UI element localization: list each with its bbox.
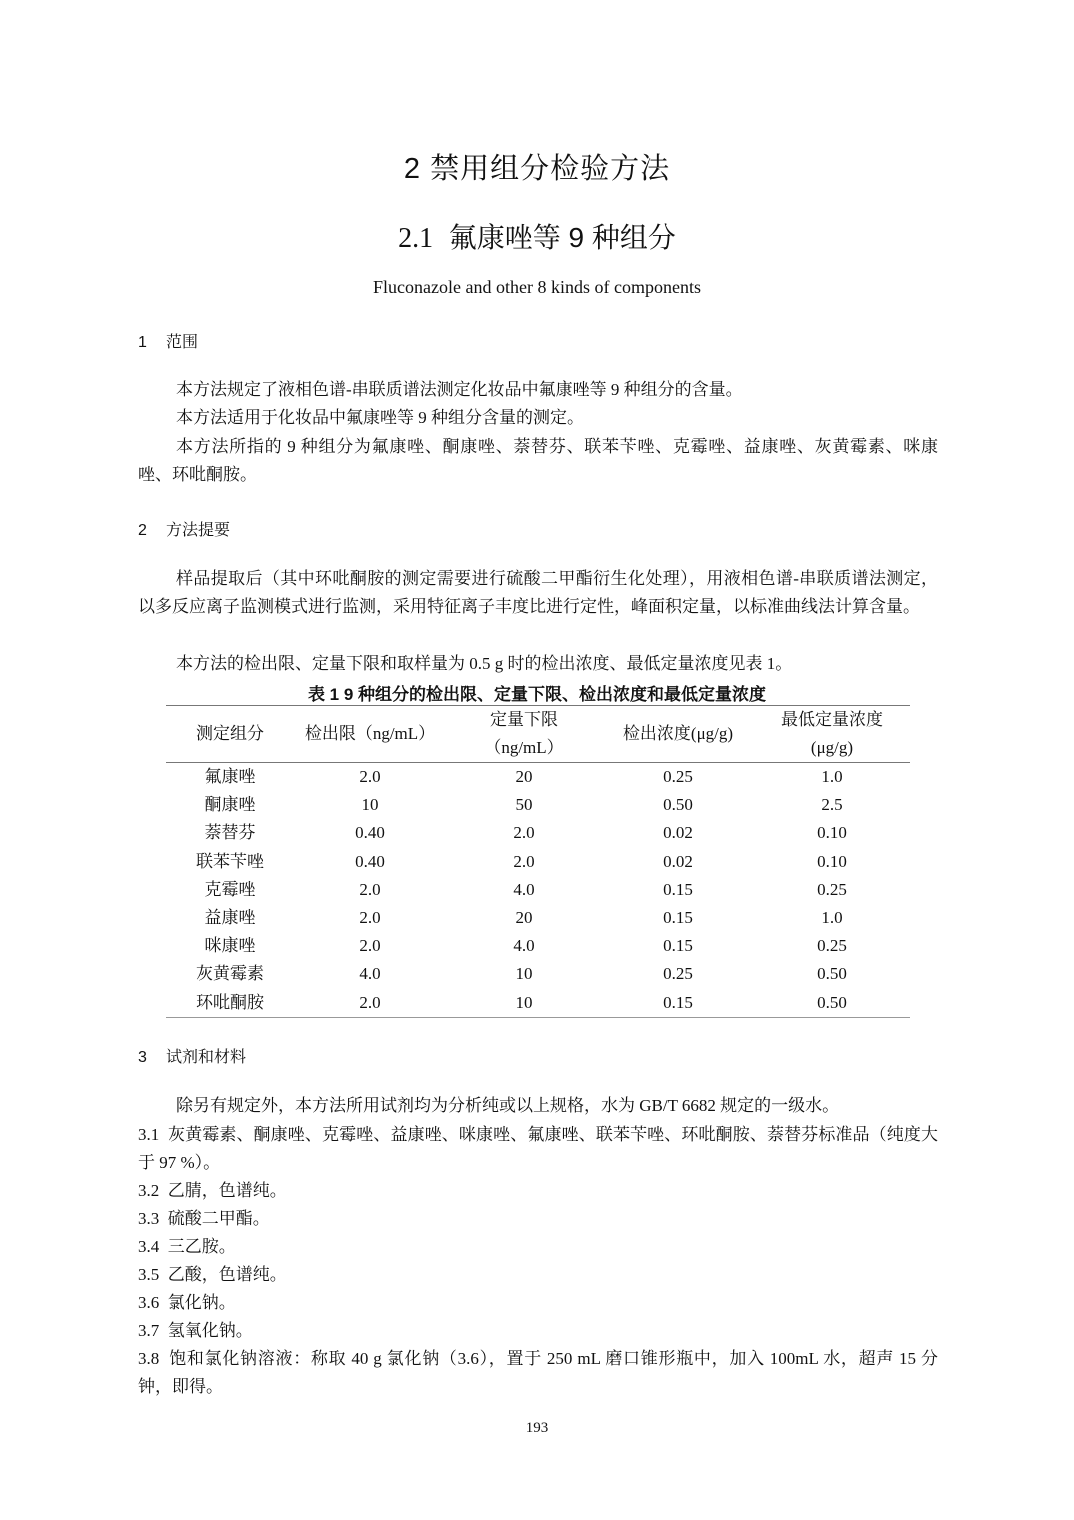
reagent-list-item (138, 1261, 938, 1289)
reagent-item-number: 3.4 (138, 1237, 160, 1256)
table-row (166, 876, 910, 904)
value-cell: 0.10 (817, 823, 847, 843)
reagent-list-item (138, 1233, 938, 1261)
component-name-cell: 益康唑 (204, 908, 256, 928)
reagent-item-number: 3.3 (138, 1209, 160, 1228)
component-name-cell: 咪康唑 (204, 936, 256, 956)
section-heading-principle (138, 517, 230, 540)
value-cell: 0.50 (817, 992, 847, 1012)
section-number: 2.1 (398, 223, 434, 254)
chapter-title: 2 禁用组分检验方法 (403, 153, 671, 185)
component-name-cell: 灰黄霉素 (196, 964, 264, 984)
value-cell: 2.0 (359, 879, 381, 899)
table-row (166, 848, 910, 876)
reagent-item-number: 3.7 (138, 1321, 160, 1340)
reagent-item-text: 硫酸二甲酯。 (167, 1209, 270, 1228)
table-row (166, 791, 910, 819)
component-name-cell: 联苯苄唑 (196, 851, 264, 871)
reagent-item-number: 3.6 (138, 1293, 160, 1312)
value-cell: 50 (515, 795, 533, 815)
value-cell: 2.0 (513, 823, 535, 843)
table-row (166, 989, 910, 1018)
paragraph: 样品提取后（其中环吡酮胺的测定需要进行硫酸二甲酯衍生化处理），用液相色谱-串联质谱法测定，以多反应离子监测模式进行监测，采用特征离子丰度比进行定性，峰面积定量，以标准曲线法计算含量。 (138, 569, 938, 617)
value-cell: 20 (515, 767, 533, 787)
table-header-cell: 检出限（ng/mL） (304, 724, 436, 743)
value-cell: 2.0 (359, 992, 381, 1012)
value-cell: 2.0 (359, 908, 381, 928)
section-heading-reagents (138, 1044, 246, 1067)
value-cell: 0.40 (355, 851, 385, 871)
value-cell: 2.0 (513, 851, 535, 871)
reagent-list-item (138, 1121, 938, 1178)
value-cell: 0.50 (663, 795, 693, 815)
value-cell: 1.0 (821, 767, 843, 787)
section-title (0, 216, 1074, 256)
value-cell: 0.25 (817, 879, 847, 899)
page-number: 193 (525, 1420, 549, 1436)
section-heading-text: 方法提要 (166, 522, 231, 539)
value-cell: 0.25 (817, 936, 847, 956)
value-cell: 20 (515, 908, 533, 928)
value-cell: 4.0 (359, 964, 381, 984)
section-heading-scope (138, 329, 198, 352)
table-row (166, 819, 910, 847)
english-title: Fluconazole and other 8 kinds of components (373, 277, 701, 297)
reagent-item-text: 饱和氯化钠溶液：称取 40 g 氯化钠（3.6），置于 250 mL 磨口锥形瓶中，加入 100mL 水，超声 15 分钟，即得。 (138, 1349, 939, 1397)
component-name-cell: 克霉唑 (204, 879, 256, 899)
table-row (166, 960, 910, 988)
value-cell: 2.5 (821, 795, 843, 815)
value-cell: 0.02 (663, 823, 693, 843)
table-caption: 表 1 9 种组分的检出限、定量下限、检出浓度和最低定量浓度 (307, 685, 767, 704)
reagent-item-text: 三乙胺。 (167, 1237, 236, 1256)
component-name-cell: 酮康唑 (204, 795, 256, 815)
table-header-cell: 检出浓度(μg/g) (622, 724, 734, 743)
value-cell: 10 (515, 964, 533, 984)
value-cell: 2.0 (359, 767, 381, 787)
section-title-text: 氟康唑等 9 种组分 (448, 222, 676, 253)
table-header-row (166, 706, 910, 763)
component-name-cell: 氟康唑 (204, 767, 256, 787)
reagent-list-item (138, 1345, 938, 1402)
component-name-cell: 环吡酮胺 (196, 992, 264, 1012)
reagent-item-text: 乙酸，色谱纯。 (167, 1265, 287, 1284)
value-cell: 4.0 (513, 879, 535, 899)
section-heading-number: 3 (138, 1049, 147, 1066)
section-heading-number: 1 (138, 334, 147, 351)
value-cell: 2.0 (359, 936, 381, 956)
section-heading-text: 范围 (166, 334, 199, 351)
reagent-list-item (138, 1317, 938, 1345)
table-row (166, 932, 910, 960)
reagent-list-item (138, 1177, 938, 1205)
section-heading-text: 试剂和材料 (166, 1049, 247, 1066)
value-cell: 0.25 (663, 767, 693, 787)
paragraph: 本方法适用于化妆品中氟康唑等 9 种组分含量的测定。 (176, 408, 584, 427)
reagent-item-text: 灰黄霉素、酮康唑、克霉唑、益康唑、咪康唑、氟康唑、联苯苄唑、环吡酮胺、萘替芬标准品（纯度大于 97 %）。 (138, 1125, 939, 1173)
table-header-cell: 最低定量浓度 (μg/g) (781, 710, 883, 757)
reagent-item-number: 3.1 (138, 1125, 160, 1144)
reagent-item-number: 3.5 (138, 1265, 160, 1284)
value-cell: 4.0 (513, 936, 535, 956)
section-heading-number: 2 (138, 522, 147, 539)
reagent-item-text: 氢氧化钠。 (167, 1321, 253, 1340)
value-cell: 0.15 (663, 908, 693, 928)
paragraph: 本方法所指的 9 种组分为氟康唑、酮康唑、萘替芬、联苯苄唑、克霉唑、益康唑、灰黄霉素、咪康唑、环吡酮胺。 (138, 437, 938, 485)
table-row (166, 904, 910, 932)
value-cell: 10 (515, 992, 533, 1012)
value-cell: 10 (361, 795, 379, 815)
paragraph: 本方法规定了液相色谱-串联质谱法测定化妆品中氟康唑等 9 种组分的含量。 (176, 380, 743, 399)
paragraph: 本方法的检出限、定量下限和取样量为 0.5 g 时的检出浓度、最低定量浓度见表 1。 (176, 654, 793, 673)
value-cell: 0.02 (663, 851, 693, 871)
reagent-item-text: 乙腈，色谱纯。 (167, 1181, 287, 1200)
reagent-list-item (138, 1205, 938, 1233)
value-cell: 0.40 (355, 823, 385, 843)
table-header-cell: 定量下限 （ng/mL） (484, 710, 564, 757)
value-cell: 0.15 (663, 992, 693, 1012)
value-cell: 1.0 (821, 908, 843, 928)
value-cell: 0.50 (817, 964, 847, 984)
value-cell: 0.15 (663, 879, 693, 899)
reagent-list-item (138, 1289, 938, 1317)
table-header-cell: 测定组分 (196, 724, 264, 743)
detection-limits-table (166, 705, 910, 1018)
value-cell: 0.10 (817, 851, 847, 871)
value-cell: 0.15 (663, 936, 693, 956)
table-row (166, 763, 910, 792)
value-cell: 0.25 (663, 964, 693, 984)
reagent-item-number: 3.8 (138, 1349, 160, 1368)
component-name-cell: 萘替芬 (204, 823, 256, 843)
paragraph: 除另有规定外，本方法所用试剂均为分析纯或以上规格，水为 GB/T 6682 规定的一级水。 (176, 1096, 840, 1115)
reagent-item-number: 3.2 (138, 1181, 160, 1200)
reagent-item-text: 氯化钠。 (167, 1293, 236, 1312)
